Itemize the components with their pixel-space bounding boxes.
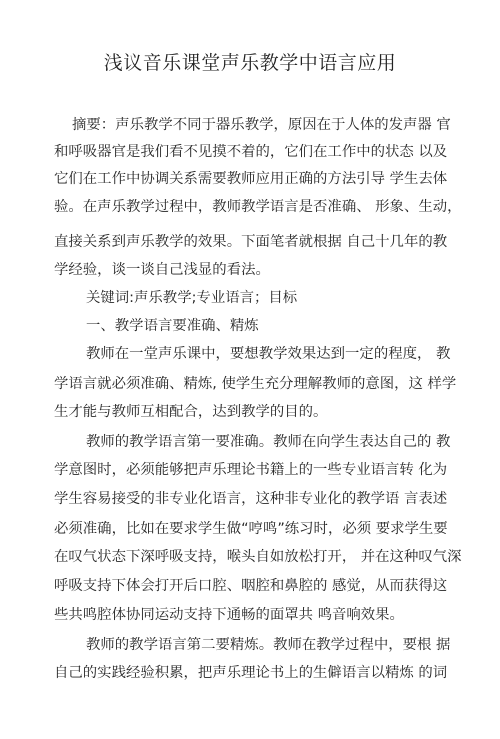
body-line-2: 学语言就必须准确、精炼, 使学生充分理解教师的意图，这 样学 [54,376,457,392]
body-line-5: 学意图时，必须能够把声乐理论书籍上的一些专业语言转 化为 [54,462,448,478]
abstract-line-4: 验。在声乐教学过程中，教师教学语言是否准确、 形象、生动， [54,199,462,215]
abstract-line-1: 摘要：声乐教学不同于器乐教学，原因在于人体的发声器 官 [72,117,451,133]
body-line-6: 学生容易接受的非专业化语言，这种非专业化的教学语 言表述 [54,491,448,507]
body-line-7: 必须准确，比如在要求学生做“哼鸣”练习时，必须 要求学生要 [54,521,448,537]
abstract-line-3: 它们在工作中协调关系需要教师应用正确的方法引导 学生去体 [54,171,448,187]
body-line-3: 生才能与教师互相配合，达到教学的目的。 [54,404,328,420]
body-line-11: 教师的教学语言第二要精炼。教师在教学过程中，要根 据 [86,637,451,653]
keywords-line: 关键词:声乐教学;专业语言；目标 [86,290,298,306]
body-line-12: 自己的实践经验积累，把声乐理论书上的生僻语言以精炼 的词 [54,665,448,681]
abstract-line-2: 和呼吸器官是我们看不见摸不着的，它们在工作中的状态 以及 [54,144,448,160]
body-line-8: 在叹气状态下深呼吸支持，喉头自如放松打开， 并在这种叹气深 [54,549,462,565]
body-line-9: 呼吸支持下体会打开后口腔、咽腔和鼻腔的 感觉，从而获得这 [54,578,448,594]
abstract-line-5: 直接关系到声乐教学的效果。下面笔者就根据 自己十几年的教 [54,234,448,250]
body-line-4: 教师的教学语言第一要准确。教师在向学生表达自己的 教 [86,434,451,450]
body-line-1: 教师在一堂声乐课中，要想教学效果达到一定的程度， 教 [86,346,451,362]
section-heading: 一、教学语言要准确、精炼 [86,318,259,334]
document-title: 浅议音乐课堂声乐教学中语言应用 [103,52,397,74]
abstract-line-6: 学经验，谈一谈自己浅显的看法。 [54,262,270,278]
body-line-10: 些共鸣腔体协同运动支持下通畅的面罩共 鸣音响效果。 [54,607,404,623]
